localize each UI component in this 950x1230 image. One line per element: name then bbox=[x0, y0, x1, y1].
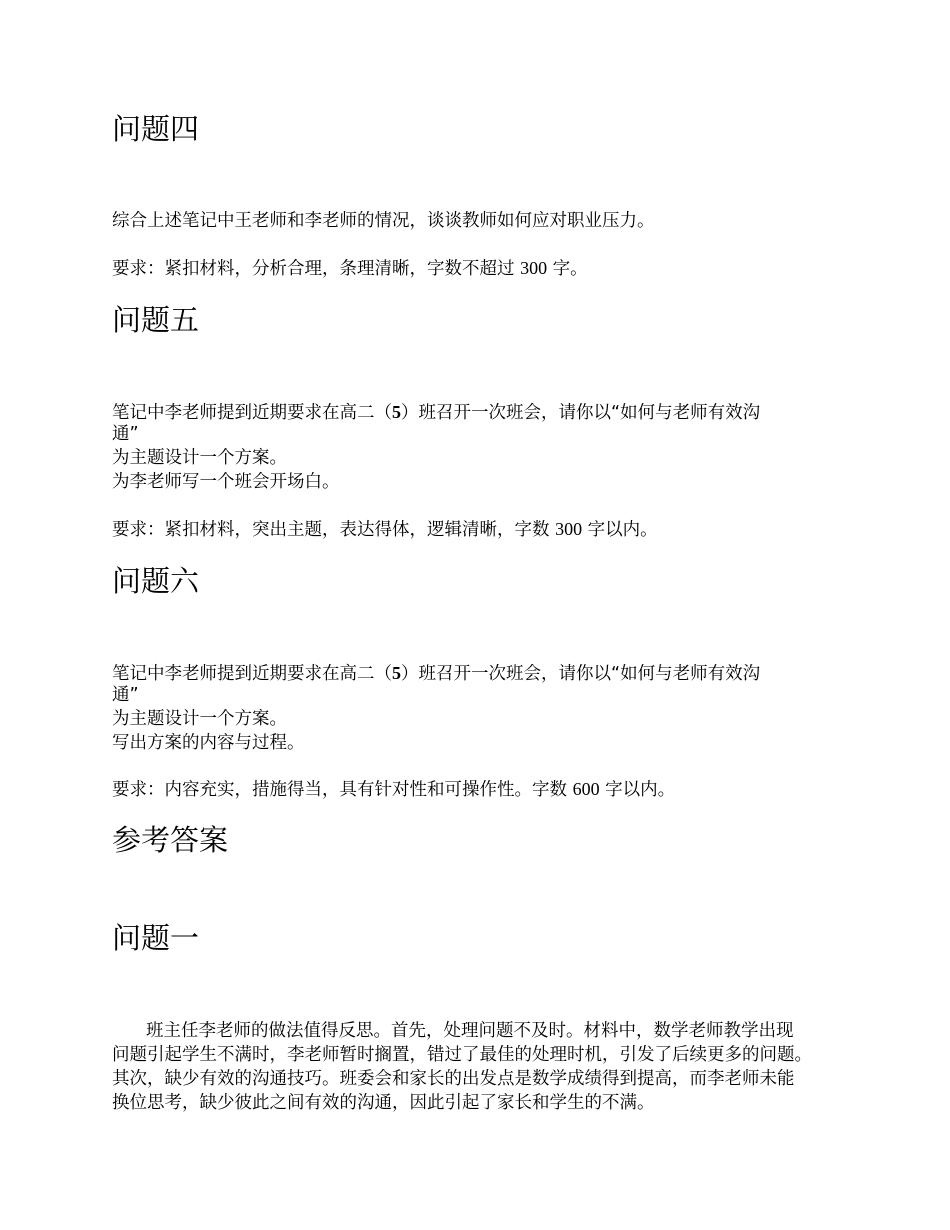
q4-req-text-b: 字。 bbox=[547, 259, 588, 279]
section-heading-q4: 问题四 bbox=[112, 112, 200, 146]
answer-q1-line-2: 问题引起学生不满时，李老师暂时搁置，错过了最佳的处理时机，引发了后续更多的问题。 bbox=[112, 1045, 812, 1065]
q4-req-text-a: 要求：紧扣材料，分析合理，条理清晰，字数不超过 bbox=[112, 259, 521, 279]
answer-q1-line-1: 班主任李老师的做法值得反思。首先，处理问题不及时。材料中，数学老师教学出现 bbox=[146, 1021, 794, 1041]
section-heading-q5: 问题五 bbox=[112, 303, 200, 337]
q6-line-4: 写出方案的内容与过程。 bbox=[112, 733, 305, 753]
q5-class-number: 5 bbox=[392, 402, 401, 422]
q6-line-1 bbox=[112, 661, 760, 686]
q5-line-1-a: 笔记中李老师提到近期要求在高二（ bbox=[112, 403, 392, 423]
q5-req-text-a: 要求：紧扣材料，突出主题，表达得体，逻辑清晰，字数 bbox=[112, 520, 556, 540]
q6-class-number: 5 bbox=[392, 663, 401, 683]
answer-q1-line-3: 其次，缺少有效的沟通技巧。班委会和家长的出发点是数学成绩得到提高，而李老师未能 bbox=[112, 1069, 795, 1089]
q5-line-2: 通” bbox=[112, 424, 139, 444]
q6-line-3: 为主题设计一个方案。 bbox=[112, 709, 287, 729]
answer-heading-q1: 问题一 bbox=[112, 921, 200, 955]
q6-line-1-b: ）班召开一次班会，请你以“如何与老师有效沟 bbox=[401, 664, 761, 684]
q6-req-text-a: 要求：内容充实，措施得当，具有针对性和可操作性。字数 bbox=[112, 780, 573, 800]
section-heading-q6: 问题六 bbox=[112, 564, 200, 598]
q6-req-number: 600 bbox=[572, 779, 600, 799]
q5-requirement bbox=[112, 517, 658, 542]
answer-q1-line-4: 换位思考，缺少彼此之间有效的沟通，因此引起了家长和学生的不满。 bbox=[112, 1093, 655, 1113]
answers-heading: 参考答案 bbox=[112, 823, 229, 857]
q4-req-number: 300 bbox=[520, 258, 548, 278]
q4-requirement bbox=[112, 256, 588, 281]
q5-line-4: 为李老师写一个班会开场白。 bbox=[112, 472, 340, 492]
q5-line-3: 为主题设计一个方案。 bbox=[112, 448, 287, 468]
q5-line-1-b: ）班召开一次班会，请你以“如何与老师有效沟 bbox=[401, 403, 761, 423]
q4-question-text: 综合上述笔记中王老师和李老师的情况，谈谈教师如何应对职业压力。 bbox=[112, 211, 655, 231]
q6-req-text-b: 字以内。 bbox=[599, 780, 676, 800]
q6-line-2: 通” bbox=[112, 685, 139, 705]
q6-requirement bbox=[112, 777, 675, 802]
q5-line-1 bbox=[112, 400, 760, 425]
q5-req-text-b: 字以内。 bbox=[582, 520, 658, 540]
q6-line-1-a: 笔记中李老师提到近期要求在高二（ bbox=[112, 664, 392, 684]
q5-req-number: 300 bbox=[555, 519, 583, 539]
